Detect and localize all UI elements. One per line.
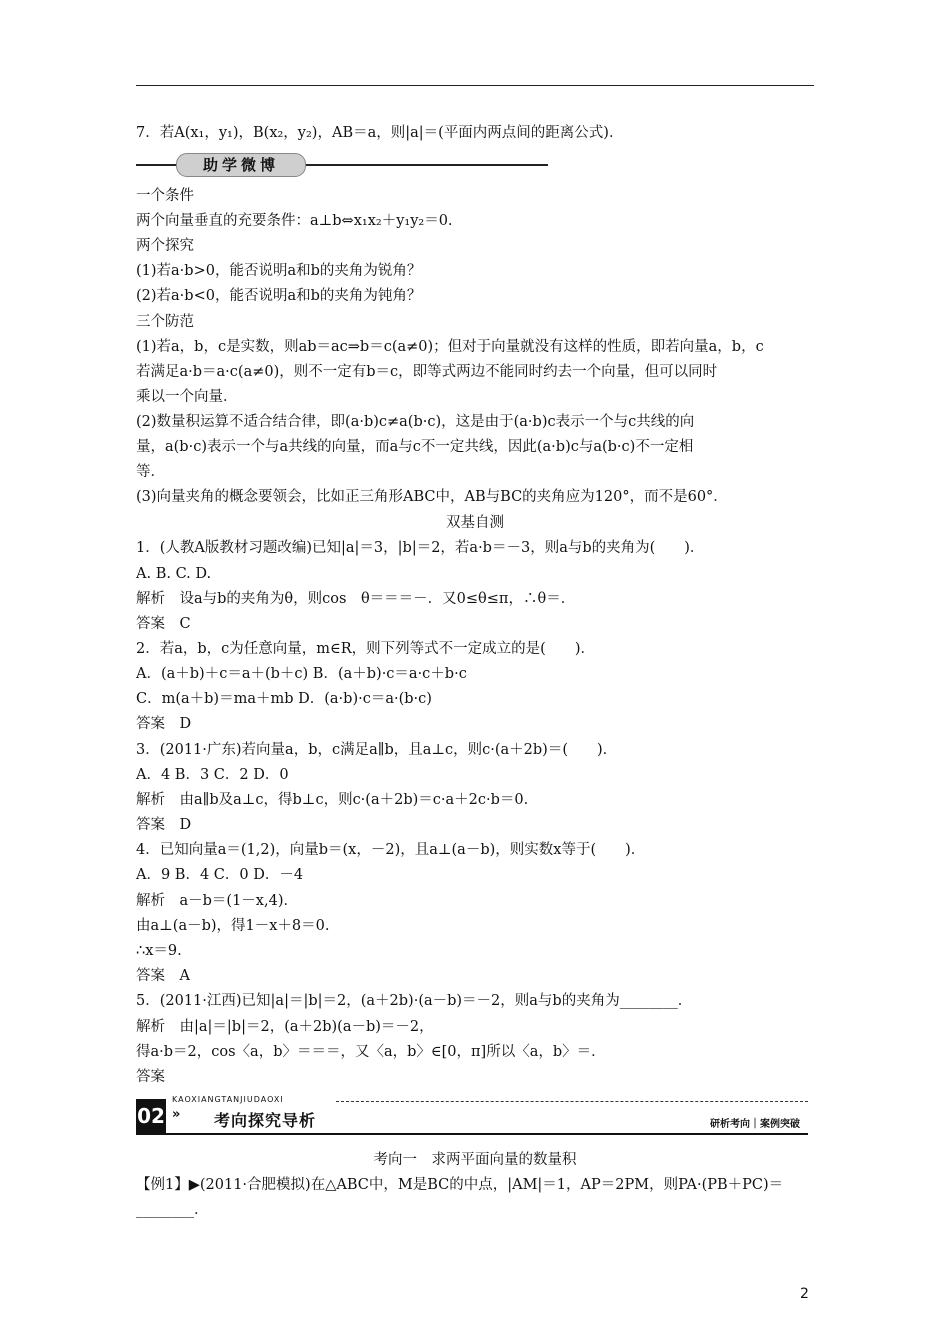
text-line: 一个条件 <box>136 188 194 204</box>
answer-line: 答案 <box>136 1069 165 1085</box>
text-line: 量，a(b·c)表示一个与a共线的向量，而a与c不一定共线，因此(a·b)c与a(b·c)不一定相 <box>136 439 694 455</box>
options-line: A．9 B．4 C．0 D．－4 <box>136 867 304 883</box>
text-line: 乘以一个向量． <box>136 389 238 405</box>
banner-tag: 研析考向｜案例突破 <box>710 1119 800 1130</box>
section-number-badge: 02 <box>136 1099 166 1133</box>
double-chevron-icon: » <box>172 1107 181 1122</box>
answer-line: 答案 D <box>136 716 192 732</box>
text-line: (3)向量夹角的概念要领会，比如正三角形ABC中，AB与BC的夹角应为120°，而不是60°． <box>136 489 728 505</box>
solution-line: 解析 由|a|＝|b|＝2，(a＋2b)(a－b)＝－2， <box>136 1019 434 1035</box>
page-number: 2 <box>800 1286 809 1302</box>
options-line: A．4 B．3 C．2 D．0 <box>136 767 289 783</box>
example-line: ________． <box>136 1202 209 1218</box>
solution-line: 由a⊥(a－b)，得1－x＋8＝0. <box>136 918 330 934</box>
solution-line: 解析 由a∥b及a⊥c，得b⊥c，则c·(a＋2b)＝c·a＋2c·b＝0. <box>136 792 529 808</box>
question-line: 3．(2011·广东)若向量a，b，c满足a∥b，且a⊥c，则c·(a＋2b)＝( )． <box>136 742 618 758</box>
text-line: (1)若a，b，c是实数，则ab＝ac⇒b＝c(a≠0)；但对于向量就没有这样的性质，即若向量a，b，c <box>136 339 764 355</box>
answer-line: 答案 A <box>136 968 190 984</box>
answer-line: 答案 D <box>136 817 192 833</box>
text-line: 等． <box>136 464 165 480</box>
question-line: 5．(2011·江西)已知|a|＝|b|＝2，(a＋2b)·(a－b)＝－2，则a与b的夹角为________． <box>136 993 693 1009</box>
text-line: (2)数量积运算不适合结合律，即(a·b)c≠a(b·c)，这是由于(a·b)c表示一个与c共线的向 <box>136 414 695 430</box>
section-banner-kaoxiang <box>136 1097 808 1137</box>
question-line: 1．(人教A版教材习题改编)已知|a|＝3，|b|＝2，若a·b＝－3，则a与b的夹角为( )． <box>136 540 705 556</box>
solution-line: 解析 a－b＝(1－x,4)． <box>136 893 298 909</box>
solution-line: 解析 设a与b的夹角为θ，则cos θ＝＝＝－．又0≤θ≤π，∴θ＝． <box>136 591 576 607</box>
solution-line: 得a·b＝2，cos〈a，b〉＝＝＝，又〈a，b〉∈[0，π]所以〈a，b〉＝． <box>136 1044 606 1060</box>
options-line: A. B. C. D. <box>136 566 212 582</box>
section-banner-zhuxue <box>136 152 548 178</box>
banner-dotted-rule <box>336 1101 808 1102</box>
banner-bottom-rule <box>136 1133 808 1135</box>
text-line: 两个探究 <box>136 238 194 254</box>
section-title: 双基自测 <box>446 515 504 531</box>
topic-heading: 考向一 求两平面向量的数量积 <box>373 1152 577 1168</box>
banner-badge: 助学微博 <box>176 153 306 177</box>
banner-rule-right <box>306 164 548 166</box>
question-line: 2．若a，b，c为任意向量，m∈R，则下列等式不一定成立的是( )． <box>136 641 595 657</box>
text-line: 若满足a·b＝a·c(a≠0)，则不一定有b＝c，即等式两边不能同时约去一个向量，但可以同时 <box>136 364 718 380</box>
banner-pinyin: KAOXIANGTANJIUDAOXI <box>172 1095 284 1104</box>
text-line: (2)若a·b<0，能否说明a和b的夹角为钝角？ <box>136 288 422 304</box>
banner-title: 考向探究导析 <box>214 1111 317 1130</box>
text-line: 三个防范 <box>136 314 194 330</box>
answer-line: 答案 C <box>136 616 191 632</box>
text-line-item7: 7．若A(x₁，y₁)，B(x₂，y₂)，AB＝a，则|a|＝(平面内两点间的距离公式)． <box>136 125 624 141</box>
question-line: 4．已知向量a＝(1,2)，向量b＝(x，－2)，且a⊥(a－b)，则实数x等于( )． <box>136 842 646 858</box>
banner-rule-left <box>136 164 176 166</box>
text-line: (1)若a·b>0，能否说明a和b的夹角为锐角？ <box>136 263 422 279</box>
example-line: 【例1】▶(2011·合肥模拟)在△ABC中，M是BC的中点，|AM|＝1，AP＝2PM，则PA·(PB＋PC)＝ <box>136 1177 784 1193</box>
options-line: A．(a＋b)＋c＝a＋(b＋c) B．(a＋b)·c＝a·c＋b·c <box>136 666 467 682</box>
solution-line: ∴x＝9. <box>136 943 182 959</box>
text-line: 两个向量垂直的充要条件：a⊥b⇔x₁x₂＋y₁y₂＝0. <box>136 213 453 229</box>
options-line: C．m(a＋b)＝ma＋mb D．(a·b)·c＝a·(b·c) <box>136 691 432 707</box>
header-rule <box>136 85 814 86</box>
